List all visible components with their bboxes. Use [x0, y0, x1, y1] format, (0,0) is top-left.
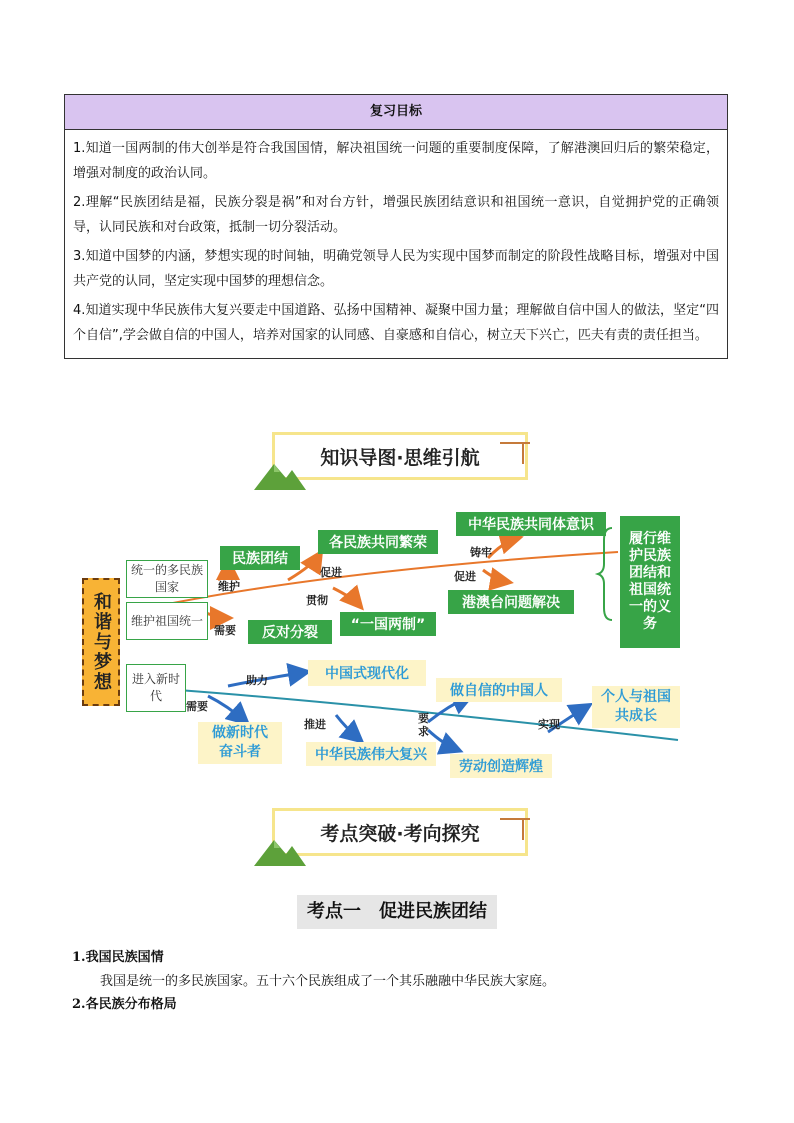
label-yaoqiu: 要求: [418, 712, 429, 738]
node-chinese-modernization: 中国式现代化: [308, 660, 426, 686]
section-heading-2: 2.各民族分布格局: [72, 997, 177, 1012]
mountain-icon: [252, 834, 308, 868]
node-national-rejuvenation: 中华民族伟大复兴: [306, 742, 436, 766]
banner-mindmap-title: 知识导图·思维引航: [272, 432, 528, 480]
node-common-prosperity: 各民族共同繁荣: [318, 530, 438, 554]
banner-deco-line: [522, 442, 524, 464]
node-one-country-two-systems: “一国两制”: [340, 612, 436, 636]
exam-point-title: 考点一 促进民族团结: [297, 895, 497, 929]
review-goals-title: 复习目标: [65, 95, 727, 130]
banner-mindmap: [252, 432, 542, 490]
label-cujin-1: 促进: [320, 566, 342, 579]
node-new-era-striver: 做新时代奋斗者: [198, 722, 282, 764]
section-heading-1: 1.我国民族国情: [72, 950, 164, 965]
node-ethnic-unity: 民族团结: [220, 546, 300, 570]
goal-item-4: 4.知道实现中华民族伟大复兴要走中国道路、弘扬中国精神、凝聚中国力量；理解做自信中国人的做法，坚定“四个自信”,学会做自信的中国人，培养对国家的认同感、自豪感和自信心，树立天下兴亡，匹夫有责的责任担当。: [73, 303, 719, 343]
label-xuyao-2: 需要: [186, 700, 208, 713]
banner-exam-points-title: 考点突破·考向探究: [272, 808, 528, 856]
node-oppose-separatism: 反对分裂: [248, 620, 332, 644]
banner-deco-line: [522, 818, 524, 840]
node-safeguard-unity: 维护祖国统一: [126, 602, 208, 640]
mind-map-core: 和谐与梦想: [82, 578, 120, 706]
node-community-consciousness: 中华民族共同体意识: [456, 512, 606, 536]
goal-item-2: 2.理解“民族团结是福，民族分裂是祸”和对台方针，增强民族团结意识和祖国统一意识，自觉拥护党的正确领导，认同民族和对台政策，抵制一切分裂活动。: [73, 195, 719, 235]
review-goals-body: [65, 130, 727, 358]
goal-item-1: 1.知道一国两制的伟大创举是符合我国国情，解决祖国统一问题的重要制度保障，了解港澳回归后的繁荣稳定，增强对制度的政治认同。: [73, 141, 719, 181]
label-shixian: 实现: [538, 718, 560, 731]
node-labor-creates-glory: 劳动创造辉煌: [450, 754, 552, 778]
label-tuijin: 推进: [304, 718, 326, 731]
banner-exam-points: [252, 808, 542, 866]
label-xuyao-1: 需要: [214, 624, 236, 637]
banner-deco-line: [500, 442, 530, 444]
section-paragraph-1: 我国是统一的多民族国家。五十六个民族组成了一个其乐融融中华民族大家庭。: [100, 974, 556, 989]
review-goals-table: [64, 94, 728, 359]
label-weihu: 维护: [218, 580, 240, 593]
label-zhulao: 铸牢: [470, 546, 492, 559]
label-cujin-2: 促进: [454, 570, 476, 583]
mind-map: [78, 510, 718, 795]
banner-deco-line: [500, 818, 530, 820]
node-confident-chinese: 做自信的中国人: [436, 678, 562, 702]
node-grow-with-country: 个人与祖国共成长: [592, 686, 680, 728]
node-multi-ethnic-country: 统一的多民族国家: [126, 560, 208, 598]
label-zhuli: 助力: [246, 674, 268, 687]
node-new-era: 进入新时代: [126, 664, 186, 712]
mountain-icon: [252, 458, 308, 492]
goal-item-3: 3.知道中国梦的内涵，梦想实现的时间轴，明确党领导人民为实现中国梦而制定的阶段性战略目标，增强对中国共产党的认同，坚定实现中国梦的理想信念。: [73, 249, 719, 289]
node-hk-macao-taiwan: 港澳台问题解决: [448, 590, 574, 614]
node-fulfill-duty: 履行维护民族团结和祖国统一的义务: [620, 516, 680, 648]
label-guanche: 贯彻: [306, 594, 328, 607]
